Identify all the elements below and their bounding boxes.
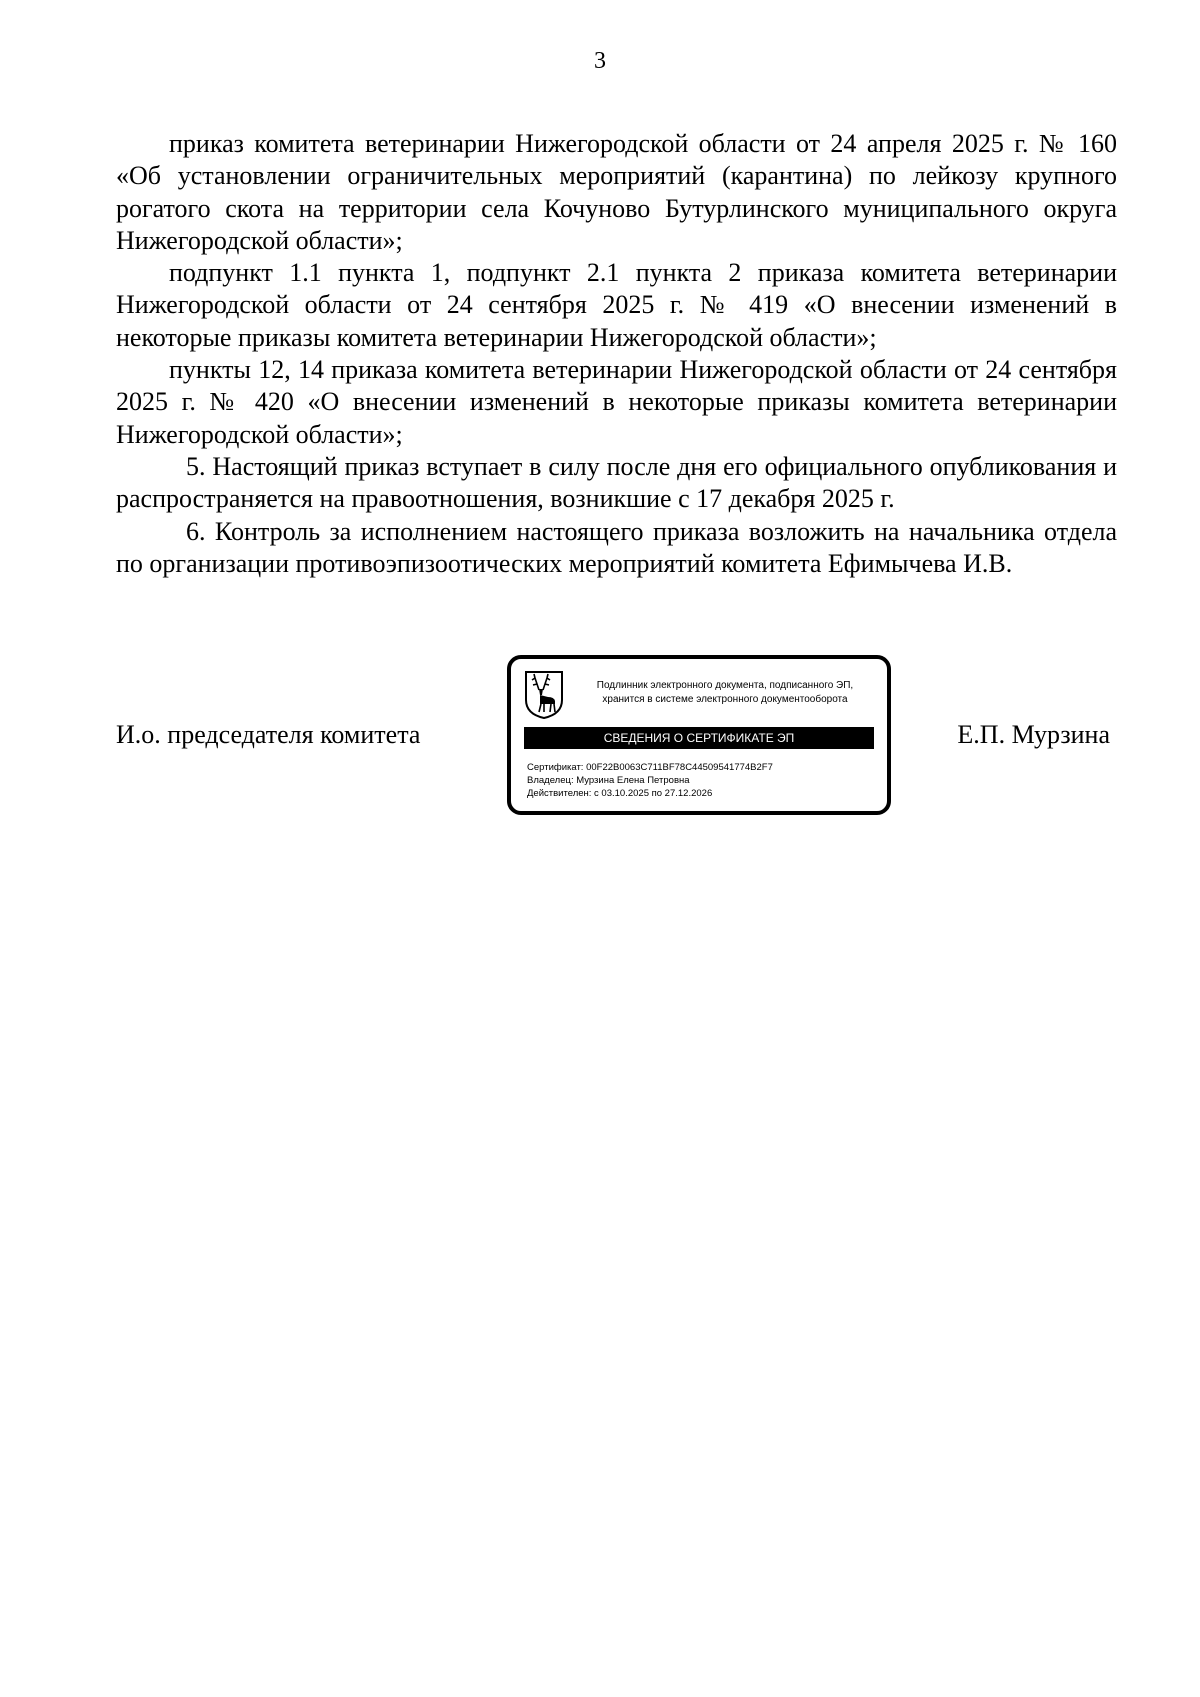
electronic-signature-stamp — [507, 655, 891, 815]
certificate-details — [527, 761, 879, 800]
paragraph-order-160: приказ комитета ветеринарии Нижегородской области от 24 апреля 2025 г. № 160 «Об установлении ограничительных мероприятий (карантина) по лейкозу крупного рогатого скота на территории села Кочуново Бутурлинского муниципального округа Нижегородской области»; — [116, 129, 1117, 255]
document-body — [116, 128, 1117, 580]
certificate-owner: Владелец: Мурзина Елена Петровна — [527, 775, 690, 786]
paragraph-item-5: 5. Настоящий приказ вступает в силу после дня его официального опубликования и распространяется на правоотношения, возникшие с 17 декабря 2025 г. — [116, 451, 1117, 514]
paragraph-order-420: пункты 12, 14 приказа комитета ветеринарии Нижегородской области от 24 сентября 2025 г. № 420 «О внесении изменений в некоторые приказы комитета ветеринарии Нижегородской области»; — [116, 355, 1117, 449]
stamp-note — [571, 679, 879, 707]
certificate-validity: Действителен: с 03.10.2025 по 27.12.2026 — [527, 788, 713, 799]
paragraph-order-419: подпункт 1.1 пункта 1, подпункт 2.1 пункта 2 приказа комитета ветеринарии Нижегородской области от 24 сентября 2025 г. № 419 «О внесении изменений в некоторые приказы комитета ветеринарии Нижегородской области»; — [116, 258, 1117, 352]
stamp-header: СВЕДЕНИЯ О СЕРТИФИКАТЕ ЭП — [524, 727, 874, 749]
signatory-name: Е.П. Мурзина — [957, 720, 1110, 749]
page-number: 3 — [594, 48, 606, 74]
certificate-number: Сертификат: 00F22B0063C711BF78C44509541774B2F7 — [527, 762, 773, 773]
paragraph-item-6: 6. Контроль за исполнением настоящего приказа возложить на начальника отдела по организации противоэпизоотических мероприятий комитета Ефимычева И.В. — [116, 516, 1117, 578]
signatory-position: И.о. председателя комитета — [116, 720, 421, 749]
stamp-note-line-1: Подлинник электронного документа, подписанного ЭП, — [596, 680, 854, 691]
stamp-note-line-2: хранится в системе электронного документооборота — [602, 694, 848, 705]
nizhny-novgorod-deer-emblem-icon — [524, 670, 564, 720]
